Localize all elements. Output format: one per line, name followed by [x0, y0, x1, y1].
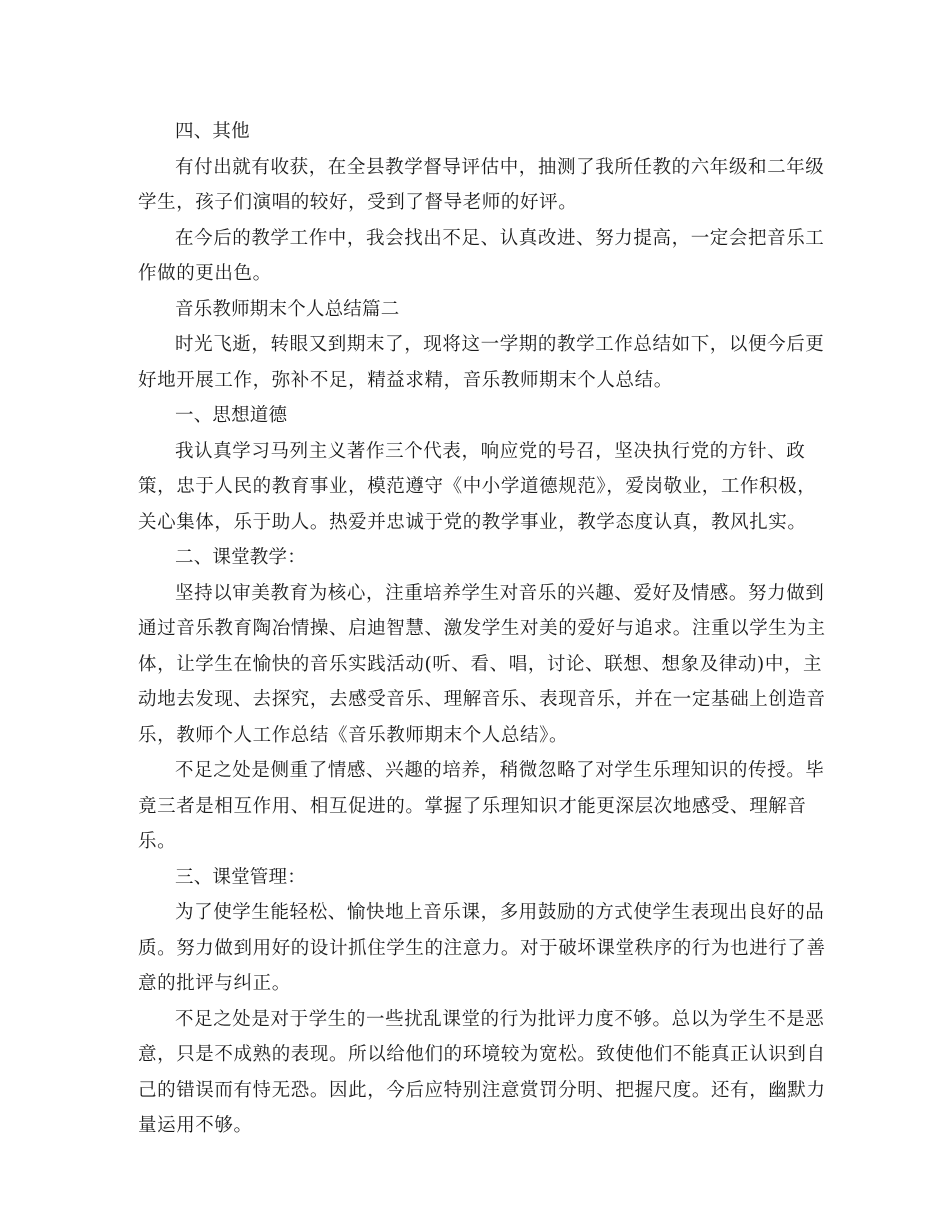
paragraph: 时光飞逝，转眼又到期末了，现将这一学期的教学工作总结如下，以便今后更好地开展工作，弥补不足，精益求精，音乐教师期末个人总结。	[138, 334, 825, 391]
paragraph: 坚持以审美教育为核心，注重培养学生对音乐的兴趣、爱好及情感。努力做到通过音乐教育陶冶情操、启迪智慧、激发学生对美的爱好与追求。注重以学生为主体，让学生在愉快的音乐实践活动(听、看、唱，讨论、联想、想象及律动)中，主动地去发现、去探究，去感受音乐、理解音乐、表现音乐，并在一定基础上创造音乐，教师个人工作总结《音乐教师期末个人总结》。	[138, 582, 826, 746]
paragraph: 有付出就有收获，在全县教学督导评估中，抽测了我所任教的六年级和二年级学生，孩子们演唱的较好，受到了督导老师的好评。	[138, 156, 825, 213]
section-heading-classroom-teaching: 二、课堂教学：	[175, 547, 306, 568]
paragraph: 为了使学生能轻松、愉快地上音乐课，多用鼓励的方式使学生表现出良好的品质。努力做到用好的设计抓住学生的注意力。对于破坏课堂秩序的行为也进行了善意的批评与纠正。	[138, 902, 826, 994]
article-title-part-two: 音乐教师期末个人总结篇二	[175, 298, 400, 320]
paragraph: 不足之处是侧重了情感、兴趣的培养，稍微忽略了对学生乐理知识的传授。毕竟三者是相互作用、相互促进的。掌握了乐理知识才能更深层次地感受、理解音乐。	[138, 760, 825, 852]
section-heading-other: 四、其他	[175, 121, 250, 142]
document-body	[138, 114, 826, 1144]
paragraph: 不足之处是对于学生的一些扰乱课堂的行为批评力度不够。总以为学生不是恶意，只是不成熟的表现。所以给他们的环境较为宽松。致使他们不能真正认识到自己的错误而有恃无恐。因此，今后应特别注意赏罚分明、把握尺度。还有，幽默力量运用不够。	[138, 1008, 826, 1136]
section-heading-classroom-management: 三、课堂管理：	[175, 866, 306, 888]
section-heading-ideology: 一、思想道德	[175, 405, 288, 426]
paragraph: 我认真学习马列主义著作三个代表，响应党的号召，坚决执行党的方针、政策，忠于人民的教育事业，模范遵守《中小学道德规范》，爱岗敬业，工作积极，关心集体，乐于助人。热爱并忠诚于党的教学事业，教学态度认真，教风扎实。	[138, 440, 817, 533]
paragraph: 在今后的教学工作中，我会找出不足、认真改进、努力提高，一定会把音乐工作做的更出色。	[138, 227, 825, 284]
